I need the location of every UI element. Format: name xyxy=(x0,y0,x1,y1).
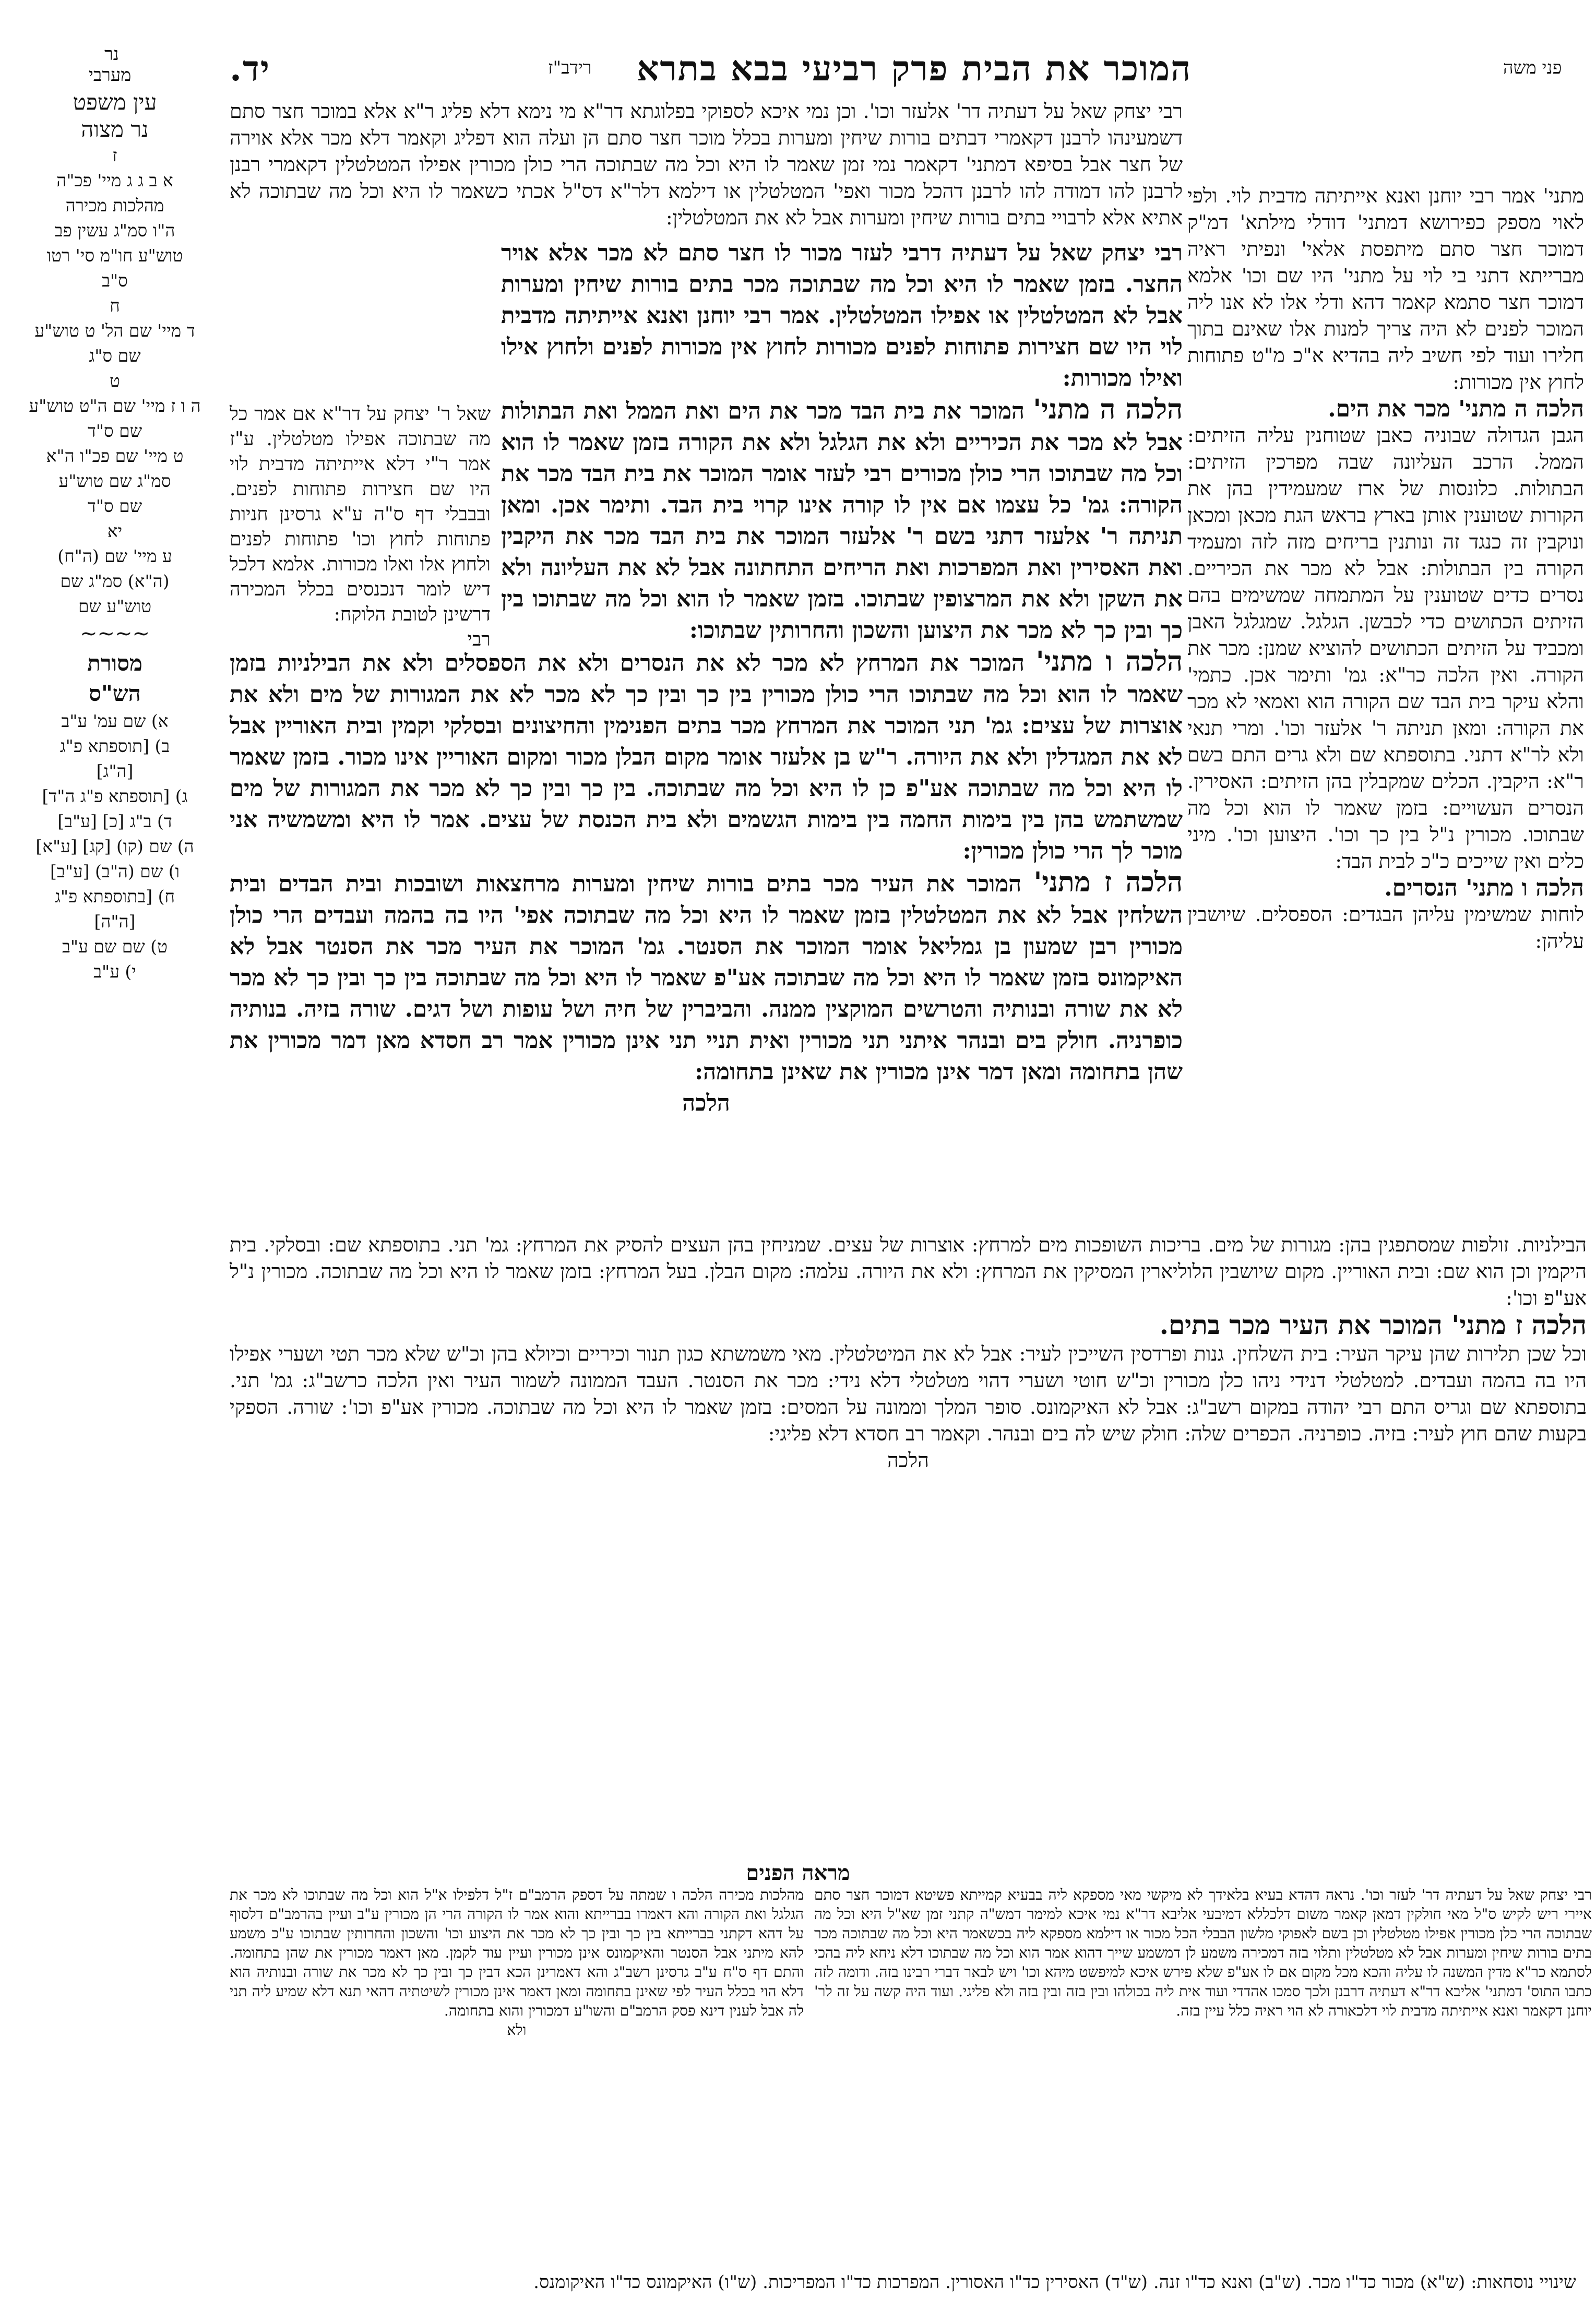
masoret-entry: ג) [תוספתא פ"ג ה"ד] xyxy=(42,786,188,806)
top-commentary: רבי יצחק שאל על דעתיה דר' אלעזר וכו'. וכן נמי איכא לספוקי בפלוגתא דר"א מי נימא דלא פליג ר"א אלא במוכר חצר סתם דשמעינהו לרבנן דקאמרי דבתים בורות שיחין ומערות בכלל מוכר חצר סתם הן ועלה הוא דפליג וקאמר דלא מכר אלא אוירה של חצר אבל בסיפא דמתני' דקאמר נמי זמן שאמר לו היא וכל מה שבתוכה הרי כולן מכורין אפילו המטלטלין דקאמרי רבנן לרבנן להו דמודה להו לרבנן דהכל מכור ואפי' המטלטלין או דילמא דלר"א דס"ל אכתי כשאמר לו היא וכל מה שבתוכה לא אתיא אלא לרבויי בתים בורות שיחין ומערות אבל לא את המטלטלין: xyxy=(230,100,1183,229)
ein-mishpat-entry: א ב ג ג מיי' פכ"ה xyxy=(56,170,173,190)
lower-end-word: הלכה xyxy=(887,1449,930,1472)
left-commentary xyxy=(230,402,491,650)
masoret-entry: ד) ב"ג [כ] [ע"ב] xyxy=(57,811,172,831)
main-end-word: הלכה xyxy=(682,1090,730,1116)
main-paragraph-1: רבי יצחק שאל על דעתיה דרבי לעזר מכור לו חצר סתם לא מכר אלא אויר החצר. בזמן שאמר לו היא וכל מה שבתוכה מכר בתים בורות שיחין ומערות אבל לא המטלטלין או אפילו המטלטלין. אמר רבי יוחנן ואנא אייתיתה מדבית לוי היו שם חצירות פתוחות לפנים מכורות לחוץ אין מכורות לפנים ולחוץ אילו ואילו מכורות: xyxy=(501,240,1183,391)
ner-label: נר xyxy=(104,44,119,65)
page-title: המוכר את הבית פרק רביעי בבא בתרא xyxy=(637,48,1192,89)
halacha-heading-7: הלכה ז מתני' xyxy=(1033,866,1183,898)
ridbaz-label: רידב"ז xyxy=(548,57,592,78)
mareh-panim-title: מראה הפנים xyxy=(746,1861,850,1885)
margin-divider: ~~~~ xyxy=(79,622,150,646)
lower-commentary xyxy=(230,1232,1587,1816)
left-commentary-end: רבי xyxy=(467,629,491,650)
ner-mitzva-title: נר מצוה xyxy=(81,116,149,142)
ein-mishpat-entry: ז xyxy=(112,145,117,165)
masoret-entry: ה) שם (קו) [קג] [ע"א] xyxy=(35,836,194,856)
lower-commentary-2: וכל שכן תלירות שהן עיקר העיר: בית השלחין. גנות ופרדסין השייכין לעיר: אבל לא את המיטלטלין. מאי משמשתא כגון תנור וכיריים וכיולא בהן וכ"ש שלא מכר תטי ושערי אפילו היו בה בהמה ועבדים. למטלטלי דנידי ניהו כלן מכורין וכ"ש חוטי ושערי דהוי מטלטלי דלא נידי: מכר את הסנטר. העבד הממונה לשמור העיר ואין הלכה כרשב"ג: גמ' תני. בתוספתא שם וגריס התם רבי יהודה במקום רשב"ג: אבל לא האיקמונס. סופר המלך וממונה על המסים: בזמן שאמר לו היא וכל מה שבתוכה. מכורין אע"פ וכו': שורה. הספקי בקעות שהם חוץ לעיר: בזיה. כופרניה. הכפרים שלה: חולק שיש לה בים ובנהר. וקאמר רב חסדא דלא פליגי: xyxy=(230,1342,1587,1445)
ein-mishpat-entry: ה ו ז מיי' שם ה"ט טוש"ע xyxy=(29,396,201,416)
ein-mishpat-entry: ט xyxy=(110,371,120,391)
right-commentary-2: הגבן הגדולה שבוניה כאבן שטוחנין עליה הזיתים: הממל. הרכב העליונה שבה מפרכין הזיתים: הבתולות. כלונסות של ארז שמעמידין בהן את הקורות שטוענין אותן בארץ בראש הגת מכאן ומכאן ונוקבין זה כנגד זה ונותנין בריחים מזה לזה ומעמיד הקורה בין הבתולות: אבל לא מכר את הכיריים. נסרים כדים שטוענין על המתמחה שמשימים בהם הזיתים הכתושים כדי לכבשן. הגלגל. שמגלגל האבן ומכביד על הזיתים הכתושים להוציא שמנן: מכר את הקורה. ואין הלכה כר"א: גמ' ותימר אכן. כתמי' והלא עיקר בית הבד שם הקורה הוא ואמאי לא מכר את הקורה: ומאן תניתה ר' אלעזר וכו'. ומרי תנאי ולא לר"א דתני. בתוספתא שם ולא גרים התם בשם ר"א: היקבין. הכלים שמקבלין בהן הזיתים: האסירין. הנסרים העשויים: בזמן שאמר לו הוא וכל מה שבתוכו. מכורין נ"ל בין כך וכו'. היצוען וכו'. מיני כלים ואין שייכים כ"כ לבית הבד: xyxy=(1187,424,1584,873)
ein-mishpat-entry: טוש"ע שם xyxy=(78,596,152,616)
masoret-list xyxy=(10,709,219,984)
halacha-heading-5: הלכה ה מתני' xyxy=(1033,394,1183,425)
masoret-entry: [ה"ה] xyxy=(94,911,136,932)
masoret-entry: ח) [בתוספתא פ"ג xyxy=(54,886,175,907)
masoret-entry: ו) שם (ה"ב) [ע"ב] xyxy=(50,861,180,881)
mareh-left-text: מהלכות מכירה הלכה ו שמתה על דספק הרמב"ם ז"ל דלפילו א"ל הוא וכל מה שבתוכו לא מכר את הגלגל ואת הקורה והא דאמרו בברייתא והוא אמר לו הקורה הרי הן מכורין ע"ב ועיין בהרמב"ם דלסוף על דהא דקתני בברייתא בין כך ובין כך לא מכר את היצוע וכו' והשכון והחרותין שבתוכו ע"כ משמע להא מיתני אבל הסנטר והאיקמונס אינן מכורין ועיין עוד לקמן. מאן דאמר מכורין את שהן בתחומה. והתם דף ס"ח ע"ב גרסינן רשב"ג והא דאמרינן הכא דבין כך ובין כך לא מכר את שורה ובנותיה הוא דלא הוי בכלל העיר לפי שאינן בתחומה ומאן דאמר אינן מכורין לשיטתיה דהאי תנא דלא שמיע ליה תני לה אבל לענין דינא פסק הרמב"ם והשו"ע דמכורין והוא בתחומה. xyxy=(230,1886,804,2019)
pnei-moshe-label: פני משה xyxy=(1503,57,1562,78)
right-commentary-heading-6: הלכה ו מתני' הנסרים. xyxy=(1384,875,1584,901)
ein-mishpat-entry: סמ"ג שם טוש"ע xyxy=(58,471,171,491)
ein-mishpat-entry: מהלכות מכירה xyxy=(65,195,164,216)
ein-mishpat-entry: שם ס"ד xyxy=(87,421,142,441)
right-commentary-heading-5: הלכה ה מתני' מכר את הים. xyxy=(1328,396,1584,422)
mareh-right-text: רבי יצחק שאל על דעתיה דר' לעזר וכו'. נראה דהדא בעיא בלאידך לא מיקשי מאי מספקא ליה בבעיא קמייתא פשיטא דמוכר חצר סתם איירי ריש לקיש ס"ל מאי חולקין דמאן קאמר משום דלכללא דמיבעי אליבא דר"א נמי איכא למימר דמש"ה קתני זמן שא"ל היא וכל מה שבתוכה הרי כלן מכורין אפילו מטלטלין וכן בשם לאפוקי מלשון הבבלי הכל מכור או דילמא מספקא ליה בכשאמר היא וכל מה שבתוכה מכר בתים בורות שיחין ומערות אבל לא מטלטלין ותלוי בזה דמכירה משמע לן דמשמע שייך דהוא אמר הוא וכל מה שבתוכו דלא ניחא ליה בהכי לסתמא כר"א מדין המשנה לו עליה והכא מכל מקום אם לו אע"פ שלא פירש איכא למיפשט מיהא וכו' ויש לבאר דברי רבינו בזה. ודומה לזה כתבו התוס' דמתני' אליבא דר"א דעתיה דרבנן ולכך סמכו אהדדי ועוד אית ליה בכולהו ובין בזה ובין בזה ולא פליגי. ועוד היה קשה על זה לר' יוחנן דקאמר ואנא אייתיתה מדבית לוי דלכאורה לא הוי ראיה כלל עיין בזה. xyxy=(814,1886,1592,2019)
mareh-panim-right xyxy=(814,1885,1592,2209)
main-paragraph-4: המוכר את העיר מכר בתים בורות שיחין ומערות מרחצאות ושובכות ובית הבדים ובית השלחין אבל לא את המטלטלין בזמן שאמר לו היא וכל מה שבתוכה אפי' היו בה בהמה ועבדים הרי כולן מכורין רבן שמעון בן גמליאל אומר המוכר את הסנטר. גמ' המוכר את העיר מכר את הסנטר אבל לא האיקמונס בזמן שאמר לו היא וכל מה שבתוכה אע"פ שאמר לו היא וכל מה שבתוכה בין כך ובין כך לא מכר לא את שורה ובנותיה והטרשים המוקצין ממנה. והביברין של חיה ושל עופות ושל דגים. שורה בזיה. בנותיה כופרניה. חולק בים ובנהר איתני תני מכורין ואית תניי תני אינן מכורין אמר רב חסדא מאן דמר מכורין את שהן בתחומה ומאן דמר אינן מכורין את שאינן בתחומה: xyxy=(230,871,1183,1085)
right-commentary-3: לוחות שמשימין עליהן הבגדים: הספסלים. שיושבין עליהן: xyxy=(1187,903,1584,952)
ein-mishpat-entry: יא xyxy=(107,521,123,541)
ein-mishpat-entry: שם ס"ג xyxy=(89,345,141,366)
ein-mishpat-entry: ס"ב xyxy=(102,270,128,291)
ein-mishpat-entry: שם ס"ד xyxy=(87,496,142,516)
margin-column xyxy=(10,52,219,1514)
mareh-end-word: ולא xyxy=(507,2021,527,2039)
ein-mishpat-entry: ה"ו סמ"ג עשין פב xyxy=(54,220,175,241)
main-paragraph-2: המוכר את בית הבד מכר את הים ואת הממל ואת הבתולות אבל לא מכר את הכיריים ולא את הגלגל ולא את הקורה בזמן שאמר לו הוא וכל מה שבתוכו הרי כולן מכורים רבי לעזר אומר המוכר את בית הבד מכר את הקורה: גמ' כל עצמו אם אין לו קורה אינו קרוי בית הבד. ותימר אכן. ומאן תניתה ר' אלעזר דתני בשם ר' אלעזר המוכר את בית הבד מכר את היקבין ואת האסירין ואת המפרכות ואת הריחים התחתונה אבל לא את העליונה ולא את השקן ולא את המרצופין שבתוכו. בזמן שאמר לו הוא וכל מה שבתוכו בין כך ובין כך לא מכר את היצוען והשכון והחרותין שבתוכו: xyxy=(501,398,1183,643)
main-paragraph-3: המוכר את המרחץ לא מכר לא את הנסרים ולא את הספסלים ולא את הבילניות בזמן שאמר לו הוא וכל מה שבתוכו הרי כולן מכורין בין כך ובין כך לא מכר לא את המגורות של מים ולא את אוצרות של עצים: גמ' תני המוכר את המרחץ מכר בתים הפנימין והחיצונים ובסלקי וקמין ובית האוריין אבל לא את המגדלין ולא את היורה. ר"ש בן אלעזר אומר מקום הבלן מכור ומקום האוריין אינו מכור. בזמן שאמר לו היא וכל מה שבתוכה אע"פ כן לו היא וכל מה שבתוכה. בין כך ובין כך לא מכר את המגורות של מים שמשתמש בהן בין בימות החמה בין בימות הגשמים ולא בית הכנסת של עצים. אמר לו היא ומשמשיה אני מוכר לך הרי כולן מכורין: xyxy=(230,650,1183,864)
mareh-panim-left xyxy=(230,1885,804,2209)
folio-number: יד. xyxy=(230,48,271,89)
ein-mishpat-title: עין משפט xyxy=(73,89,157,115)
lower-commentary-1: הבילניות. זולפות שמסתפגין בהן: מגורות של מים. בריכות השופכות מים למרחץ: אוצרות של עצים. שמניחין בהן העצים להסיק את המרחץ: גמ' תני. בתוספתא שם: ובסלקי. בית היקמין וכן הוא שם: ובית האוריין. מקום שיושבין הלוליארין המסיקין את המרחץ: ולא את היורה. עלמה: מקום הבלן. בעל המרחץ: בזמן שאמר לו היא וכל מה שבתוכה. מכורין נ"ל אע"פ וכו': xyxy=(230,1233,1587,1309)
right-commentary-1: מתני' אמר רבי יוחנן ואנא אייתיתה מדבית לוי. ולפי לאוי מספק כפירושא דמתני' דודלי מילתא' דמ"ק דמוכר חצר סתם מיתפסת אלאי' ונפיתי ראיה מברייתא דתני בי לוי על מתני' היו שם וכו' אלמא דמוכר חצר סתמא קאמר דהא ודלי אלו לא אנו ליה המוכר לפנים לא היה צריך למנות אלו שאינם בתוך חלירו ועוד לפי חשיב ליה בהדיא א"כ מ"ט פתוחות לחוץ אין מכורות: xyxy=(1187,184,1584,394)
halacha-heading-6: הלכה ו מתני' xyxy=(1035,646,1183,677)
right-commentary xyxy=(1187,183,1584,1226)
ein-mishpat-entry: טוש"ע חו"מ סי' רטו xyxy=(46,245,183,266)
page-header xyxy=(0,44,1596,90)
masoret-entry: [ה"ג] xyxy=(96,761,134,781)
text-variants-footer: שינויי נוסחאות: (ש"א) מכור כד"ו מכר. (ש"ב) ואנא כד"ו זנה. (ש"ד) האסירין כד"ו האסורין. המפרכות כד"ו המפריכות. (ש"ו) האיקמונס כד"ו האיקומנס. xyxy=(533,2272,1576,2293)
masoret-entry: א) שם עמ' ע"ב xyxy=(61,711,169,731)
ein-mishpat-entry: ד מיי' שם הל' ט טוש"ע xyxy=(34,320,195,341)
masoret-title: מסורת xyxy=(87,650,142,676)
ein-mishpat-entry: ח xyxy=(110,295,120,316)
masoret-entry: ב) [תוספתא פ"ג xyxy=(59,736,170,756)
ein-mishpat-entry: ט מיי' שם פכ"ו ה"א xyxy=(46,446,184,466)
ein-mishpat-entry: ע מיי' שם (ה"ח) xyxy=(57,546,172,566)
maaravi-label: מערבי xyxy=(89,65,132,86)
ein-mishpat-list xyxy=(10,143,219,619)
masoret-entry: ט) שם שם ע"ב xyxy=(62,936,168,957)
masoret-entry: י) ע"ב xyxy=(93,961,136,982)
hashas-title: הש"ס xyxy=(89,681,141,706)
ein-mishpat-entry: (ה"א) סמ"ג שם xyxy=(60,571,170,591)
lower-halacha-heading-7: הלכה ז מתני' המוכר את העיר מכר בתים. xyxy=(1159,1309,1587,1340)
left-commentary-text: שאל ר' יצחק על דר"א אם אמר כל מה שבתוכה אפילו מטלטלין. ע"ז אמר ר"י דלא אייתיתה מדבית לוי היו שם חצירות פתוחות לפנים. ובבבלי דף ס"ה ע"א גרסינן חניות פתוחות לחוץ וכו' פתוחות לפנים ולחוץ אלו ואלו מכורות. אלמא דלכל דיש לומר דנכנסים בכלל המכירה דרשינן לטובת הלוקח: xyxy=(230,403,491,625)
